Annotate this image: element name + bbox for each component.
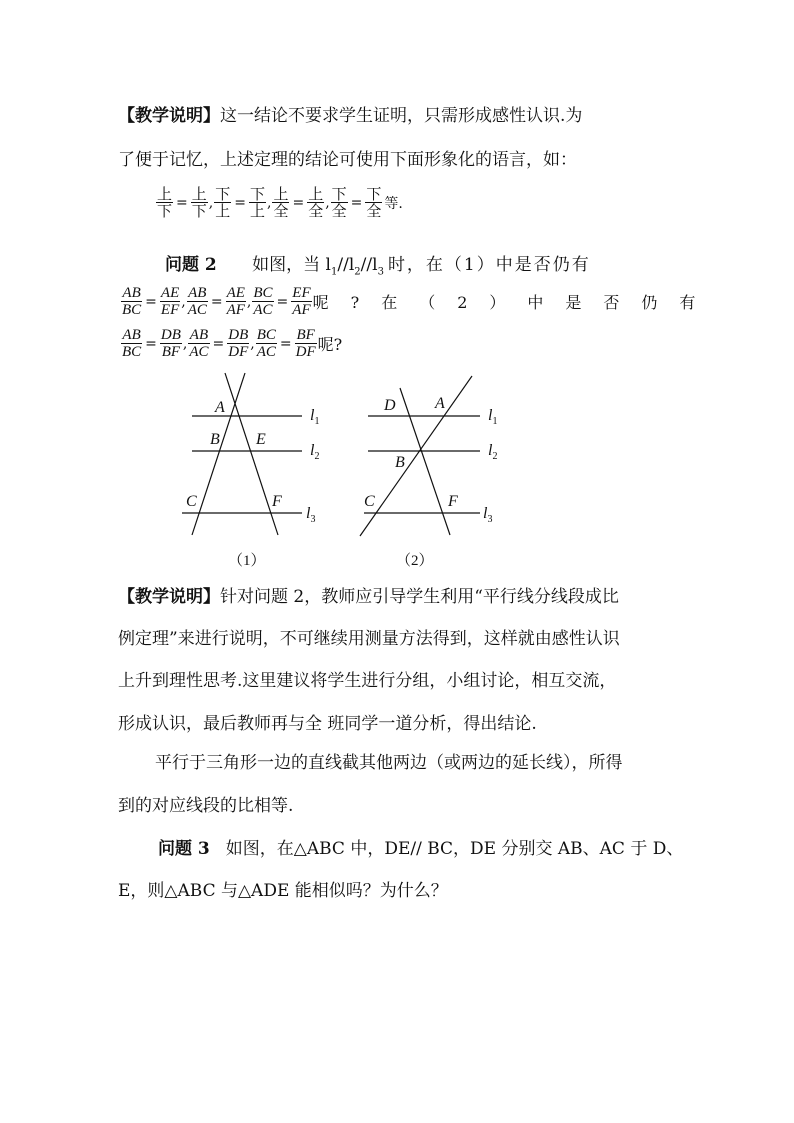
fraction: $\frac{BC}{AC}$ [256, 327, 276, 360]
question-3-label: 问题 3 [158, 839, 210, 859]
line-label-l1: $l_1$ [488, 407, 498, 427]
point-label-f: F [272, 493, 282, 510]
question-3-line-2: E，则△ABC 与△ADE 能相似吗？为什么？ [118, 881, 448, 901]
point-label-b: B [395, 454, 405, 471]
conclusion-line-1: 平行于三角形一边的直线截其他两边（或两边的延长线），所得 [155, 753, 623, 773]
teaching-note-text: 这一结论不要求学生证明，只需形成感性认识.为 [220, 106, 583, 126]
teaching-note-1-line-2: 了便于记忆，上述定理的结论可使用下面形象化的语言，如： [118, 150, 577, 170]
fraction: $\frac{EF}{AF}$ [292, 285, 311, 318]
teaching-note-2-line-4: 形成认识，最后教师再与全 班同学一道分析，得出结论. [118, 714, 537, 734]
question-2-label: 问题 2 [165, 255, 217, 275]
teaching-note-label: 【教学说明】 [118, 587, 220, 607]
point-label-e: E [256, 431, 266, 448]
fraction: $\frac{\text{下}}{\text{上}}$ [249, 185, 265, 220]
question-2-line-1: 问题 2 如图，当 $l_1//l_2//l_3$ 时，在（1）中是否仍有 [165, 255, 591, 278]
fraction: $\frac{AB}{BC}$ [122, 327, 142, 360]
line-label-l3: $l_3$ [306, 505, 316, 525]
line-label-l3: $l_3$ [483, 505, 493, 525]
teaching-note-label: 【教学说明】 [118, 106, 220, 126]
point-label-b: B [210, 431, 220, 448]
line-label-l2: $l_2$ [310, 442, 320, 462]
transversal-af [225, 373, 278, 535]
parallel-lines-figures [170, 370, 520, 575]
figure-2-caption: （2） [396, 553, 434, 569]
fraction: $\frac{\text{上}}{\text{下}}$ [157, 185, 173, 220]
fraction: $\frac{\text{上}}{\text{全}}$ [273, 185, 289, 220]
figure-1-caption: （1） [228, 553, 266, 569]
line-label-l2: $l_2$ [488, 442, 498, 462]
teaching-note-2-line-2: 例定理”来进行说明，不可继续用测量方法得到，这样就由感性认识 [118, 629, 620, 649]
fraction: $\frac{\text{下}}{\text{上}}$ [215, 185, 231, 220]
fraction: $\frac{\text{上}}{\text{全}}$ [308, 185, 324, 220]
fraction: $\frac{BC}{AC}$ [253, 285, 273, 318]
fraction: $\frac{\text{下}}{\text{全}}$ [366, 185, 382, 220]
fraction: $\frac{AB}{AC}$ [187, 285, 207, 318]
line-label-l1: $l_1$ [310, 407, 320, 427]
point-label-c: C [186, 493, 197, 510]
teaching-note-2-line-3: 上升到理性思考.这里建议将学生进行分组，小组讨论，相互交流， [118, 671, 617, 691]
fraction: $\frac{AE}{EF}$ [160, 285, 180, 318]
mnemonic-formula: $\frac{\text{上}}{\text{下}}$ = $\frac{\text{上}}{\text{下}}$ , $\frac{\text{下}}{\text{上}}$ = $\frac{\text{下}}{\text{上}}$ , $\frac{\text{上}}{\text{全}}$ = $\frac{\text{上}}{\text{全}}$ , $\frac{\text{下}}{\text{全}}$ = $\frac{\text{下}}{\text{全}}$ 等. [157, 185, 403, 220]
point-label-c: C [364, 493, 375, 510]
teaching-note-2-line-1: 【教学说明】针对问题 2，教师应引导学生利用“平行线分线段成比 [118, 587, 619, 607]
question-2-formula-2: $\frac{AB}{BC}$ = $\frac{DB}{BF}$ , $\frac{AB}{AC}$ = $\frac{DB}{DF}$ , $\frac{BC}{AC}$ = $\frac{BF}{DF}$ 呢? [122, 327, 343, 360]
question-2-row-2-tail: 呢? [317, 335, 343, 354]
fraction: $\frac{DB}{BF}$ [160, 327, 181, 360]
conclusion-line-2: 到的对应线段的比相等. [118, 796, 294, 816]
fraction: $\frac{AB}{AC}$ [189, 327, 209, 360]
point-label-f: F [448, 493, 458, 510]
mnemonic-tail: 等. [384, 195, 403, 212]
transversal-ac [360, 376, 472, 536]
transversal-ac [192, 373, 245, 535]
teaching-note-1-line-1 [118, 103, 678, 129]
question-2-row-1-tail: 呢?在（2）中是否仍有 [312, 293, 718, 312]
question-3-line-1: 问题 3 如图，在△ABC 中，DE// BC，DE 分别交 AB、AC 于 D、 [158, 839, 684, 859]
point-label-a: A [215, 399, 225, 416]
question-2-formula-1: $\frac{AB}{BC}$ = $\frac{AE}{EF}$ , $\frac{AB}{AC}$ = $\frac{AE}{AF}$ , $\frac{BC}{AC}$ = $\frac{EF}{AF}$ 呢?在（2）中是否仍有 [122, 285, 718, 318]
fraction: $\frac{AE}{AF}$ [226, 285, 245, 318]
fraction: $\frac{\text{上}}{\text{下}}$ [191, 185, 207, 220]
fraction: $\frac{AB}{BC}$ [122, 285, 142, 318]
fraction: $\frac{DB}{DF}$ [228, 327, 249, 360]
point-label-d: D [384, 397, 396, 414]
fraction: $\frac{\text{下}}{\text{全}}$ [331, 185, 347, 220]
point-label-a: A [435, 395, 445, 412]
fraction: $\frac{BF}{DF}$ [295, 327, 316, 360]
